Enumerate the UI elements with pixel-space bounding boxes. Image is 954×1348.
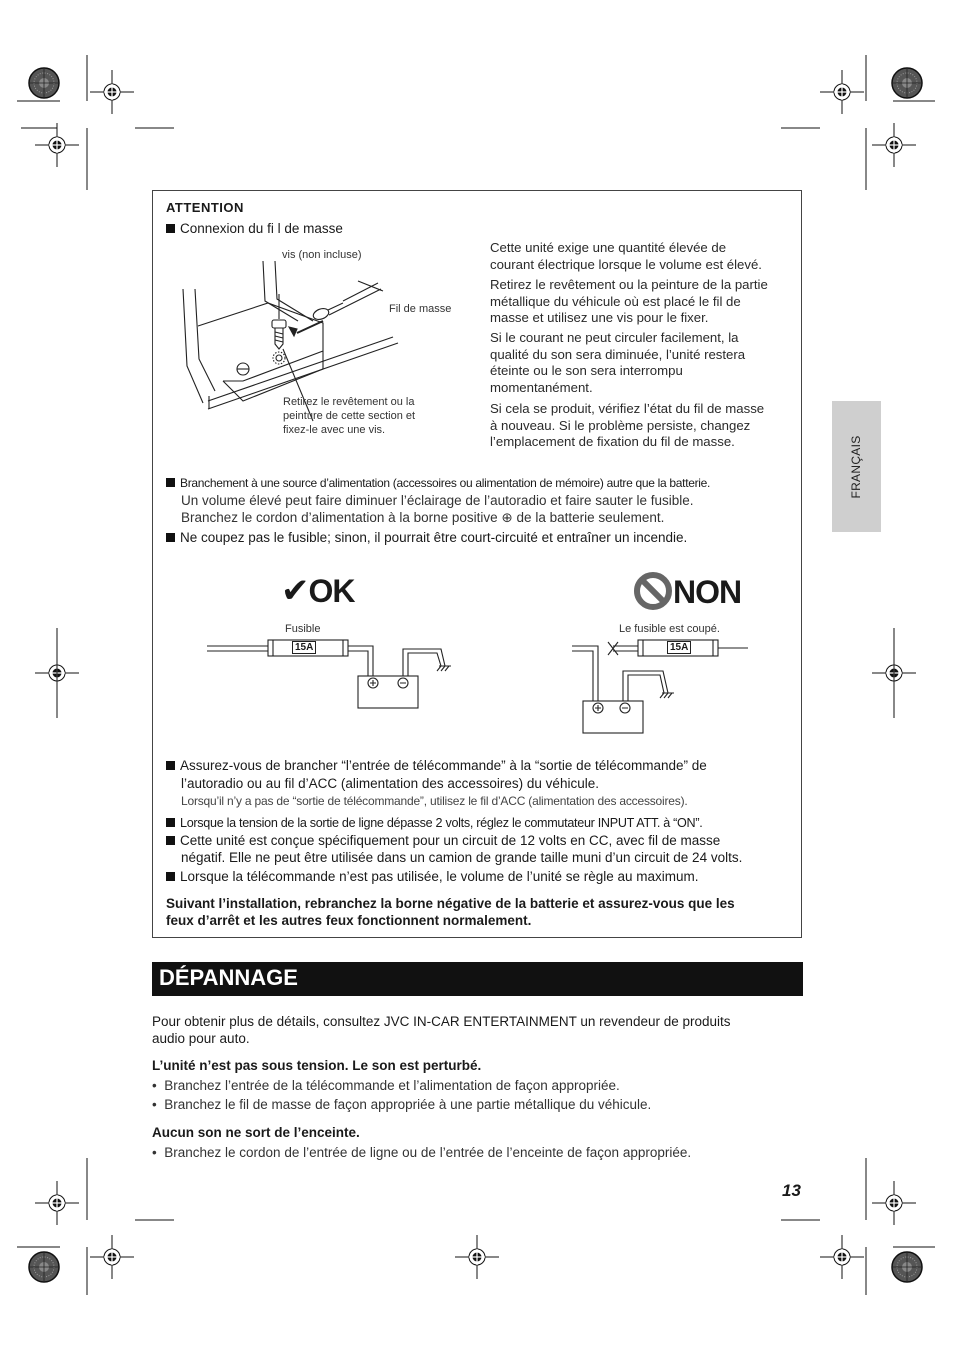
square-bullet-icon: [166, 478, 175, 487]
crosshair-top-right-a: [820, 70, 864, 114]
label-ground-wire: Fil de masse: [389, 303, 452, 315]
power-heading: Branchement à une source d’alimentation (accessoires ou alimentation de mémoire) autre que la batterie.: [166, 476, 710, 491]
voltage-line-2: négatif. Elle ne peut être utilisée dans un camion de grande taille muni d’un circuit de 24 volts.: [181, 850, 743, 865]
square-bullet-icon: [166, 533, 175, 542]
ground-paragraph-3: Si le courant ne peut circuler facilement, la qualité du son sera diminuée, l’unité restera éteinte ou le son sera interrompu momentanément.: [490, 330, 746, 395]
star-mark-top-right: [892, 68, 922, 98]
issue-title-1: L’unité n’est pas sous tension. Le son est perturbé.: [152, 1058, 482, 1073]
crosshair-bottom-left-a: [90, 1235, 134, 1279]
remote-note: Lorsqu’il n’y a pas de “sortie de télécommande”, utilisez le fil d’ACC (alimentation des accessoires).: [181, 794, 688, 808]
remote-off-note: Lorsque la télécommande n’est pas utilisée, le volume de l’unité se règle au maximum.: [166, 868, 699, 885]
bullet-dot-icon: •: [152, 1078, 157, 1093]
ok-fuse-label: 15A: [292, 641, 316, 654]
final-note: Suivant l’installation, rebranchez la borne négative de la batterie et assurez-vous que les feux d’arrêt et les autres feux fonctionnent normalement.: [166, 896, 735, 928]
side-tab-label: FRANÇAIS: [849, 435, 863, 499]
square-bullet-icon: [166, 761, 175, 770]
crosshair-top-left-b: [35, 123, 79, 167]
power-line-1: Un volume élevé peut faire diminuer l’éclairage de l’autoradio et faire sauter le fusible.: [181, 493, 694, 508]
prohibited-icon: [633, 571, 673, 611]
non-caption: Le fusible est coupé.: [619, 623, 720, 635]
square-bullet-icon: [166, 872, 175, 881]
ground-paragraph-4: Si cela se produit, vérifiez l’état du fil de masse à nouveau. Si le problème persiste, changez l’emplacement de fixation du fil de masse.: [490, 401, 765, 449]
fuse-warning: Ne coupez pas le fusible; sinon, il pourrait être court-circuité et entraîner un incendie.: [166, 529, 687, 546]
bullet-dot-icon: •: [152, 1145, 157, 1160]
ok-caption: Fusible: [285, 623, 321, 635]
power-line-2: Branchez le cordon d’alimentation à la borne positive ⊕ de la batterie seulement.: [181, 510, 665, 525]
ground-paragraph-2: Retirez le revêtement ou la peinture de la partie métallique du véhicule où est placé le fil de masse et utilisez une vis pour le fixer.: [490, 277, 768, 325]
square-bullet-icon: [166, 818, 175, 827]
troubleshooting-header: [152, 962, 803, 996]
square-bullet-icon: [166, 836, 175, 845]
crosshair-top-right-b: [872, 123, 916, 167]
star-mark-top-left: [29, 68, 59, 98]
star-mark-bottom-right: [892, 1252, 922, 1282]
ok-wiring-diagram: [203, 631, 463, 716]
list-item: • Branchez l’entrée de la télécommande et l’alimentation de façon appropriée.: [152, 1078, 620, 1093]
list-item: • Branchez le cordon de l’entrée de ligne ou de l’entrée de l’enceinte de façon appropriée.: [152, 1145, 692, 1160]
non-fuse-label: 15A: [667, 641, 691, 654]
ok-label: ✔OK: [281, 572, 355, 610]
page-number: 13: [782, 1181, 801, 1200]
checkmark-icon: ✔: [281, 572, 309, 610]
remote-line-2: l’autoradio ou au fil d’ACC (alimentation des accessoires) du véhicule.: [181, 776, 599, 791]
issue-title-2: Aucun son ne sort de l’enceinte.: [152, 1125, 360, 1140]
crosshair-bottom-left-b: [35, 1181, 79, 1225]
crosshair-bottom-right-b: [872, 1181, 916, 1225]
line-out-warning: Lorsque la tension de la sortie de ligne dépasse 2 volts, réglez le commutateur INPUT ATT. à “ON”.: [166, 815, 702, 831]
attention-title: ATTENTION: [166, 200, 244, 215]
list-item: • Branchez le fil de masse de façon appropriée à une partie métallique du véhicule.: [152, 1097, 652, 1112]
positive-terminal-symbol: ⊕: [501, 510, 513, 525]
crosshair-bottom-center: [455, 1235, 499, 1279]
voltage-line-1: Cette unité est conçue spécifiquement pour un circuit de 12 volts en CC, avec fil de masse: [166, 832, 720, 849]
troubleshooting-intro: Pour obtenir plus de détails, consultez JVC IN-CAR ENTERTAINMENT un revendeur de produits audio pour auto.: [152, 1014, 731, 1046]
crosshair-top-left-a: [90, 70, 134, 114]
ground-heading: Connexion du fi l de masse: [166, 220, 343, 237]
troubleshooting-title: DÉPANNAGE: [159, 965, 298, 990]
label-screw: vis (non incluse): [282, 249, 362, 261]
ground-paragraph-1: Cette unité exige une quantité élevée de courant électrique lorsque le volume est élevé.: [490, 240, 762, 272]
remote-line-1: Assurez-vous de brancher “l’entrée de télécommande” à la “sortie de télécommande” de: [166, 757, 707, 774]
square-bullet-icon: [166, 224, 175, 233]
crosshair-bottom-right-a: [820, 1235, 864, 1279]
attention-box: [152, 190, 802, 938]
language-side-tab: [832, 401, 881, 532]
bullet-dot-icon: •: [152, 1097, 157, 1112]
non-label: NON: [633, 571, 741, 611]
star-mark-bottom-left: [29, 1252, 59, 1282]
label-remove-coating: Retirez le revêtement ou la peinture de cette section et fixez-le avec une vis.: [283, 396, 416, 436]
